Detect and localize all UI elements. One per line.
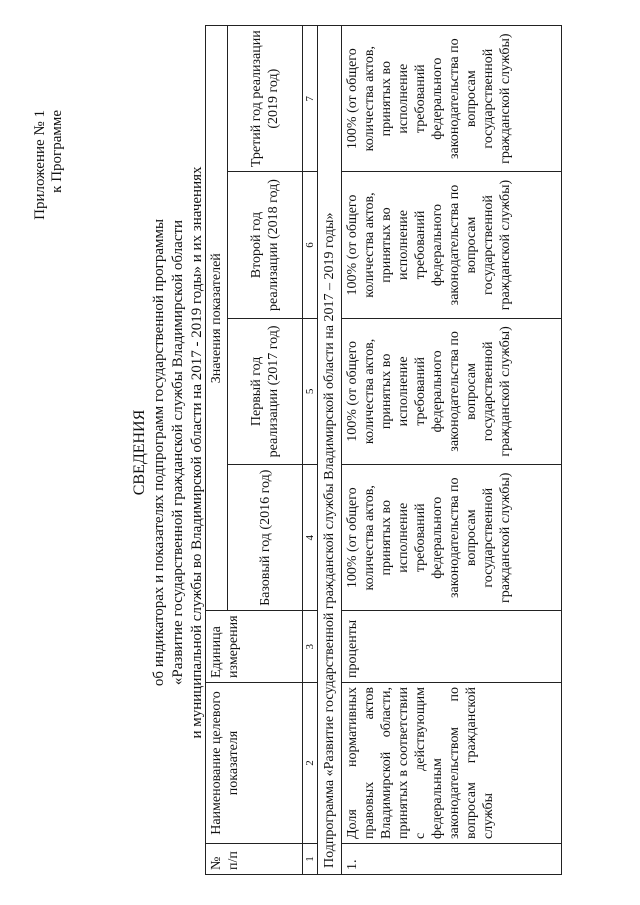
section-row (318, 26, 342, 875)
row-indicator-name: Доля нормативных правовых актов Владимирской области, принятых в соответствии с действующим федеральным законодательством по вопросам гражданской службы (342, 683, 562, 844)
document-title: СВЕДЕНИЯ (131, 409, 148, 496)
header-year-1: Первый год реализации (2017 год) (228, 318, 303, 464)
header-num: № п/п (206, 844, 303, 875)
col-number: 5 (303, 318, 318, 464)
appendix-line-1: Приложение № 1 (32, 110, 48, 220)
title-line-2: «Развитие государственной гражданской службы Владимирской области (170, 219, 186, 686)
col-number: 2 (303, 683, 318, 844)
table-row (342, 26, 562, 875)
row-unit: проценты (342, 611, 562, 683)
indicators-table (205, 25, 562, 875)
col-number: 6 (303, 172, 318, 318)
header-year-2: Второй год реализации (2018 год) (228, 172, 303, 318)
header-values-group: Значения показателей (206, 26, 228, 611)
col-number: 3 (303, 611, 318, 683)
header-base-year: Базовый год (2016 год) (228, 465, 303, 611)
title-line-1: об индикаторах и показателях подпрограмм государственной программы (151, 218, 167, 687)
col-number: 7 (303, 26, 318, 172)
appendix-line-2: к Программе (49, 110, 65, 193)
row-base-value: 100% (от общего количества актов, принятых во исполнение требований федерального законодательства по вопросам государственной гражданской службы) (342, 465, 562, 611)
row-num: 1. (342, 844, 562, 875)
header-row-1 (206, 26, 228, 875)
col-number: 4 (303, 465, 318, 611)
header-name: Наименование целевого показателя (206, 683, 303, 844)
header-unit: Единица измерения (206, 611, 303, 683)
title-block (130, 0, 207, 905)
title-line-3: и муниципальной службы во Владимирской области на 2017 - 2019 годы» и их значениях (189, 166, 205, 739)
column-number-row (303, 26, 318, 875)
subprogram-title: Подпрограмма «Развитие государственной гражданской службы Владимирской области на 2017 – 2019 годы» (318, 26, 342, 875)
row-year-2-value: 100% (от общего количества актов, принятых во исполнение требований федерального законодательства по вопросам государственной гражданской службы) (342, 172, 562, 318)
row-year-3-value: 100% (от общего количества актов, принятых во исполнение требований федерального законодательства по вопросам государственной гражданской службы) (342, 26, 562, 172)
row-year-1-value: 100% (от общего количества актов, принятых во исполнение требований федерального законодательства по вопросам государственной гражданской службы) (342, 318, 562, 464)
header-year-3: Третий год реализации (2019 год) (228, 26, 303, 172)
col-number: 1 (303, 844, 318, 875)
appendix-note (32, 110, 66, 220)
